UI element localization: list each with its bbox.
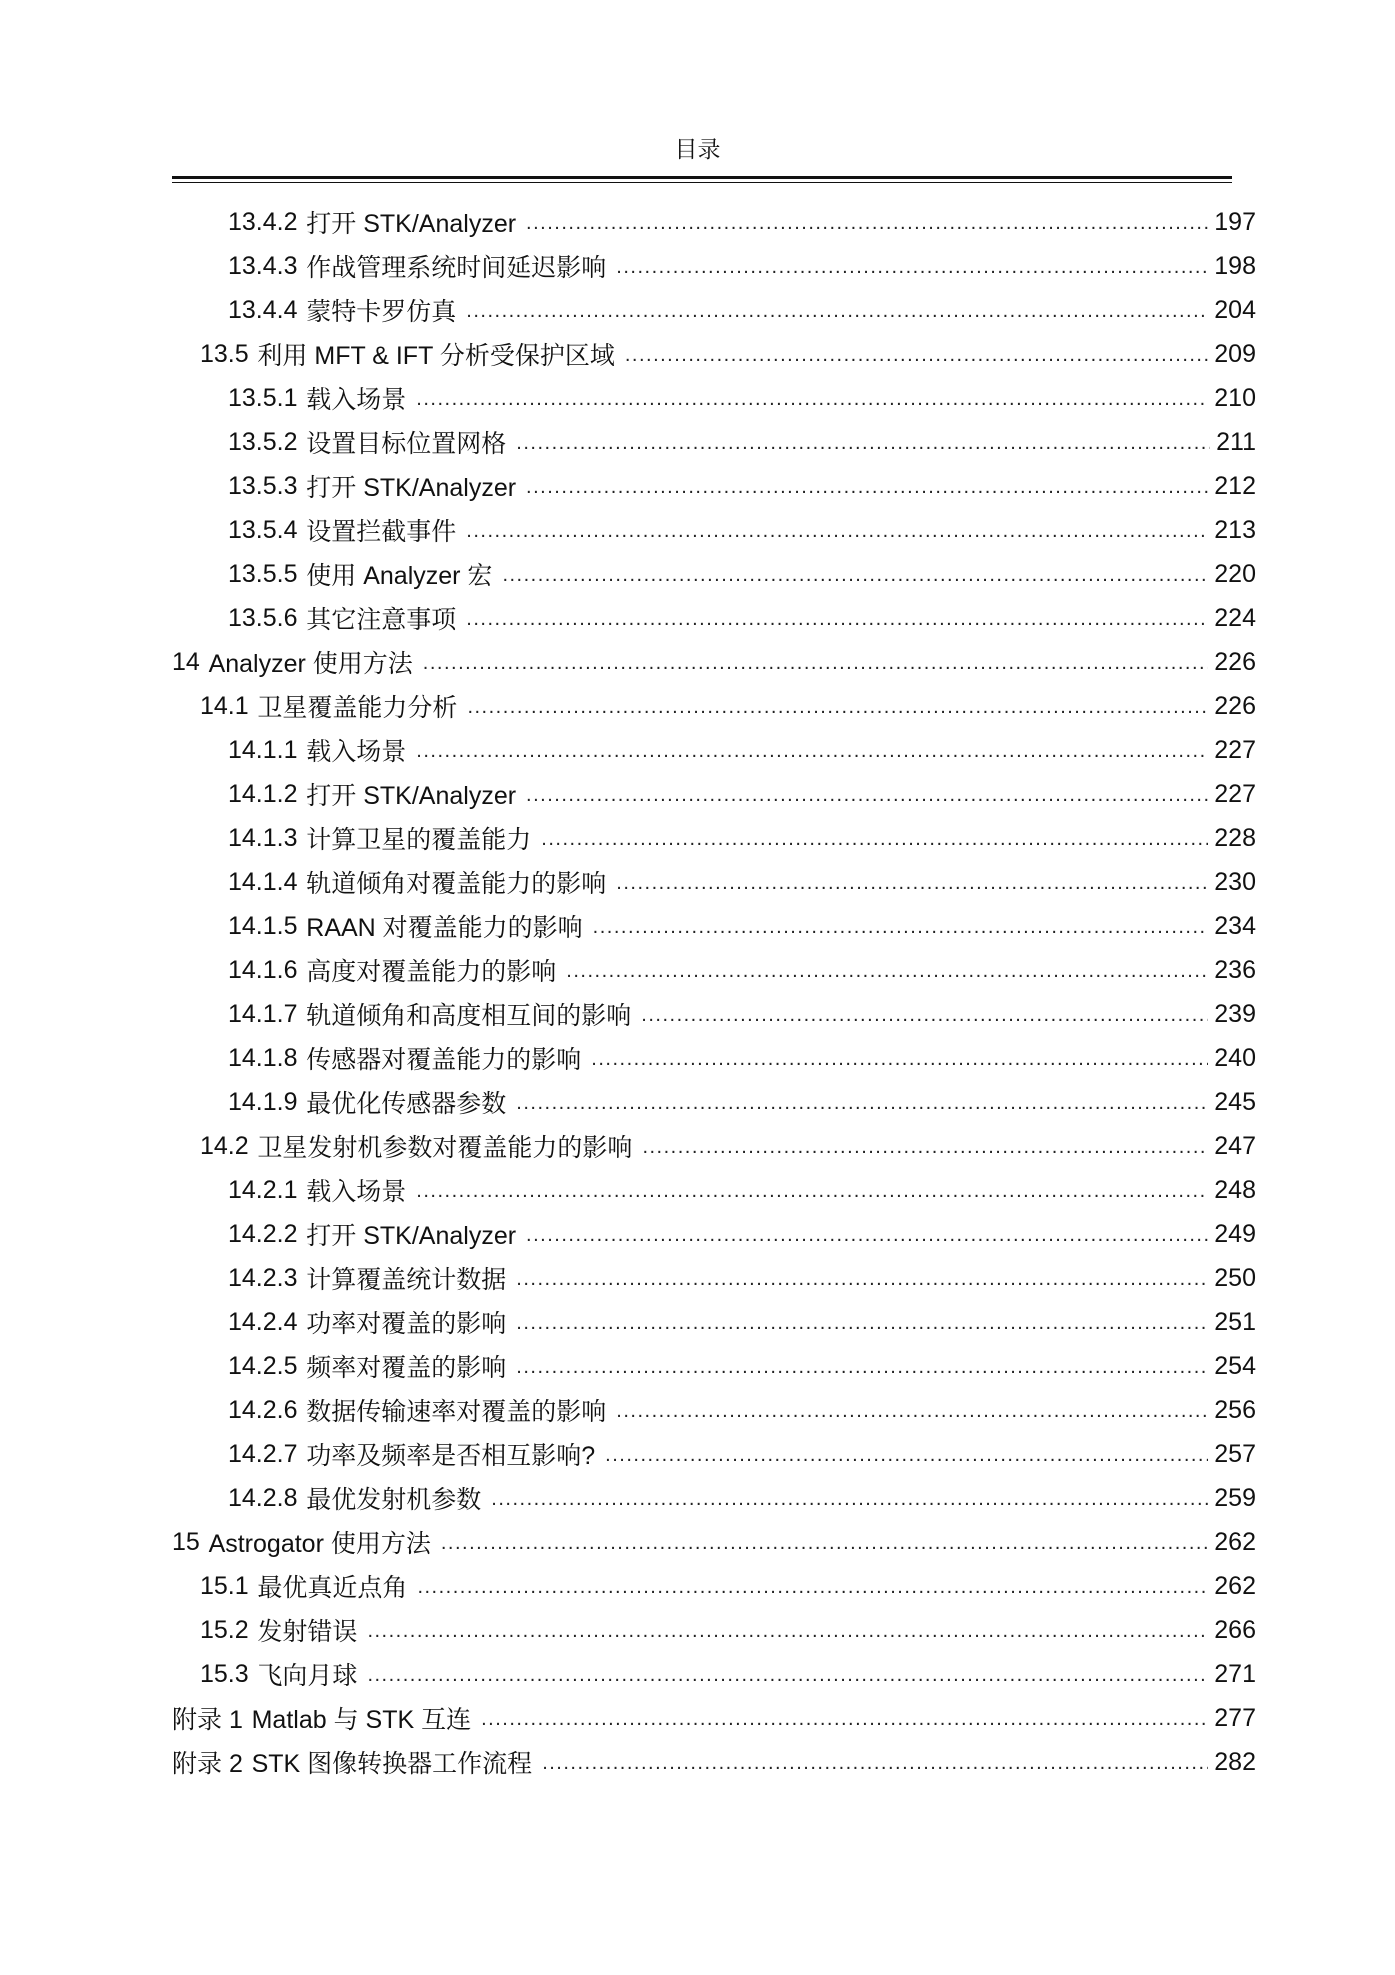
toc-entry-title: 使用 Analyzer 宏	[306, 562, 493, 590]
toc-entry-page-number: 227	[1214, 735, 1256, 764]
toc-entry-number: 13.5.1	[228, 383, 298, 412]
toc-entry-number: 14.2.2	[228, 1219, 298, 1248]
toc-entry[interactable]	[228, 1388, 1256, 1432]
toc-dot-leader	[416, 728, 1208, 772]
toc-dot-leader	[416, 1168, 1208, 1212]
toc-entry-number: 附录 2	[172, 1750, 243, 1778]
toc-entry-page-number: 236	[1214, 955, 1256, 984]
toc-entry-page-number: 227	[1214, 779, 1256, 808]
toc-entry[interactable]	[228, 948, 1256, 992]
toc-entry[interactable]	[228, 1300, 1256, 1344]
toc-entry-title: 功率及频率是否相互影响?	[306, 1442, 596, 1470]
toc-dot-leader	[616, 244, 1208, 288]
toc-entry-title: Analyzer 使用方法	[208, 650, 413, 678]
toc-entry-title: 载入场景	[306, 1178, 407, 1206]
toc-dot-leader	[502, 552, 1208, 596]
toc-dot-leader	[566, 948, 1208, 992]
toc-entry-title: 设置目标位置网格	[306, 430, 507, 458]
toc-entry[interactable]	[172, 1740, 1256, 1784]
toc-entry[interactable]	[228, 1256, 1256, 1300]
toc-dot-leader	[423, 640, 1209, 684]
toc-entry-number: 14.2.5	[228, 1351, 298, 1380]
toc-entry-page-number: 248	[1214, 1175, 1256, 1204]
toc-entry-number: 14.2.1	[228, 1175, 298, 1204]
toc-entry-number: 13.4.2	[228, 207, 298, 236]
toc-entry-number: 14.2	[200, 1131, 249, 1160]
toc-entry-title: 计算覆盖统计数据	[306, 1266, 507, 1294]
toc-dot-leader	[367, 1652, 1208, 1696]
toc-dot-leader	[466, 596, 1208, 640]
toc-entry-number: 13.5.5	[228, 559, 298, 588]
toc-entry-page-number: 247	[1214, 1131, 1256, 1160]
toc-entry-title: 轨道倾角和高度相互间的影响	[306, 1002, 632, 1030]
toc-entry-title: 设置拦截事件	[306, 518, 457, 546]
toc-entry-number: 14.1.7	[228, 999, 298, 1028]
toc-entry-title: 打开 STK/Analyzer	[306, 782, 517, 810]
toc-entry[interactable]	[228, 288, 1256, 332]
toc-entry[interactable]	[228, 1344, 1256, 1388]
toc-entry-page-number: 226	[1214, 691, 1256, 720]
toc-entry-page-number: 256	[1214, 1395, 1256, 1424]
toc-entry-number: 13.5.3	[228, 471, 298, 500]
toc-entry-page-number: 212	[1214, 471, 1256, 500]
toc-entry[interactable]	[228, 1036, 1256, 1080]
toc-entry-title: Matlab 与 STK 互连	[251, 1706, 472, 1734]
toc-dot-leader	[491, 1476, 1208, 1520]
toc-entry-number: 14.2.3	[228, 1263, 298, 1292]
toc-entry[interactable]	[228, 1212, 1256, 1256]
toc-entry-title: Astrogator 使用方法	[208, 1530, 431, 1558]
toc-entry[interactable]	[200, 684, 1256, 728]
toc-entry-title: RAAN 对覆盖能力的影响	[306, 914, 583, 942]
toc-entry-title: 卫星覆盖能力分析	[257, 694, 458, 722]
toc-entry-page-number: 224	[1214, 603, 1256, 632]
toc-entry-page-number: 254	[1214, 1351, 1256, 1380]
toc-dot-leader	[416, 376, 1208, 420]
toc-entry-number: 14.2.8	[228, 1483, 298, 1512]
toc-dot-leader	[466, 508, 1208, 552]
toc-dot-leader	[516, 1344, 1208, 1388]
toc-dot-leader	[466, 288, 1208, 332]
toc-entry[interactable]	[172, 640, 1256, 684]
toc-entry[interactable]	[228, 552, 1256, 596]
toc-entry[interactable]	[228, 1080, 1256, 1124]
toc-entry-number: 14	[172, 647, 200, 676]
toc-entry-number: 14.1	[200, 691, 249, 720]
toc-entry-page-number: 277	[1214, 1703, 1256, 1732]
toc-entry-number: 15.1	[200, 1571, 249, 1600]
toc-entry-page-number: 213	[1214, 515, 1256, 544]
toc-dot-leader	[625, 332, 1208, 376]
toc-entry-number: 14.1.1	[228, 735, 298, 764]
toc-entry-title: 载入场景	[306, 738, 407, 766]
toc-entry-page-number: 251	[1214, 1307, 1256, 1336]
toc-entry[interactable]	[172, 1520, 1256, 1564]
toc-entry-page-number: 209	[1214, 339, 1256, 368]
toc-entry-title: 最优真近点角	[257, 1574, 408, 1602]
page-header-title: 目录	[674, 136, 721, 162]
toc-entry-title: 功率对覆盖的影响	[306, 1310, 507, 1338]
toc-entry-page-number: 204	[1214, 295, 1256, 324]
toc-entry-number: 14.2.7	[228, 1439, 298, 1468]
toc-entry-number: 14.2.4	[228, 1307, 298, 1336]
toc-entry-page-number: 220	[1214, 559, 1256, 588]
toc-entry-title: 最优发射机参数	[306, 1486, 482, 1514]
toc-entry[interactable]	[228, 420, 1256, 464]
toc-dot-leader	[526, 464, 1208, 508]
toc-entry[interactable]	[228, 596, 1256, 640]
toc-entry[interactable]	[200, 1652, 1256, 1696]
toc-dot-leader	[516, 1300, 1208, 1344]
toc-entry-title: 轨道倾角对覆盖能力的影响	[306, 870, 607, 898]
toc-entry[interactable]	[228, 200, 1256, 244]
toc-entry-page-number: 249	[1214, 1219, 1256, 1248]
toc-entry-title: STK 图像转换器工作流程	[251, 1750, 533, 1778]
toc-entry-page-number: 211	[1216, 427, 1256, 456]
toc-entry[interactable]	[200, 332, 1256, 376]
toc-entry-number: 14.1.3	[228, 823, 298, 852]
toc-entry-title: 频率对覆盖的影响	[306, 1354, 507, 1382]
toc-entry-title: 卫星发射机参数对覆盖能力的影响	[257, 1134, 633, 1162]
toc-entry-page-number: 282	[1214, 1747, 1256, 1776]
toc-entry-title: 利用 MFT & IFT 分析受保护区域	[257, 342, 615, 370]
toc-dot-leader	[526, 200, 1208, 244]
toc-dot-leader	[526, 1212, 1208, 1256]
toc-entry-title: 高度对覆盖能力的影响	[306, 958, 557, 986]
toc-entry-number: 14.1.2	[228, 779, 298, 808]
toc-entry[interactable]	[172, 1696, 1256, 1740]
toc-dot-leader	[593, 904, 1209, 948]
toc-entry-number: 15.2	[200, 1615, 249, 1644]
toc-entry[interactable]	[228, 1432, 1256, 1476]
toc-entry-page-number: 239	[1214, 999, 1256, 1028]
toc-entry[interactable]	[228, 860, 1256, 904]
toc-entry-number: 13.4.4	[228, 295, 298, 324]
toc-entry-page-number: 262	[1214, 1527, 1256, 1556]
toc-entry-number: 14.2.6	[228, 1395, 298, 1424]
toc-entry-number: 13.5.2	[228, 427, 298, 456]
toc-entry-number: 13.5.4	[228, 515, 298, 544]
toc-entry-page-number: 240	[1214, 1043, 1256, 1072]
toc-entry-page-number: 210	[1214, 383, 1256, 412]
toc-entry-page-number: 197	[1214, 207, 1256, 236]
toc-entry-title: 打开 STK/Analyzer	[306, 210, 517, 238]
toc-entry-number: 14.1.5	[228, 911, 298, 940]
toc-entry-title: 数据传输速率对覆盖的影响	[306, 1398, 607, 1426]
toc-entry-title: 计算卫星的覆盖能力	[306, 826, 532, 854]
toc-entry-title: 打开 STK/Analyzer	[306, 474, 517, 502]
toc-entry-page-number: 257	[1214, 1439, 1256, 1468]
toc-dot-leader	[441, 1520, 1208, 1564]
toc-entry-page-number: 230	[1214, 867, 1256, 896]
toc-dot-leader	[481, 1696, 1208, 1740]
toc-dot-leader	[605, 1432, 1208, 1476]
toc-dot-leader	[417, 1564, 1208, 1608]
toc-entry-title: 发射错误	[257, 1618, 358, 1646]
toc-entry-number: 14.1.9	[228, 1087, 298, 1116]
toc-entry-title: 蒙特卡罗仿真	[306, 298, 457, 326]
toc-entry-number: 14.1.6	[228, 955, 298, 984]
toc-entry[interactable]	[200, 1124, 1256, 1168]
toc-entry-page-number: 245	[1214, 1087, 1256, 1116]
toc-entry-number: 15.3	[200, 1659, 249, 1688]
toc-dot-leader	[591, 1036, 1208, 1080]
toc-entry-title: 作战管理系统时间延迟影响	[306, 254, 607, 282]
toc-entry-title: 其它注意事项	[306, 606, 457, 634]
toc-dot-leader	[641, 992, 1208, 1036]
toc-entry[interactable]	[228, 904, 1256, 948]
toc-entry-page-number: 250	[1214, 1263, 1256, 1292]
toc-entry-page-number: 259	[1214, 1483, 1256, 1512]
toc-entry-page-number: 234	[1214, 911, 1256, 940]
toc-entry-number: 14.1.4	[228, 867, 298, 896]
toc-entry-number: 13.5	[200, 339, 249, 368]
toc-dot-leader	[467, 684, 1208, 728]
toc-entry-page-number: 198	[1214, 251, 1256, 280]
toc-entry-number: 13.5.6	[228, 603, 298, 632]
toc-entry[interactable]	[228, 992, 1256, 1036]
toc-dot-leader	[516, 420, 1210, 464]
toc-entry[interactable]	[228, 244, 1256, 288]
toc-dot-leader	[367, 1608, 1208, 1652]
toc-entry-number: 13.4.3	[228, 251, 298, 280]
toc-entry-title: 载入场景	[306, 386, 407, 414]
toc-entry-title: 传感器对覆盖能力的影响	[306, 1046, 582, 1074]
toc-entry[interactable]	[228, 508, 1256, 552]
toc-dot-leader	[526, 772, 1208, 816]
toc-dot-leader	[616, 860, 1208, 904]
toc-entry[interactable]	[228, 728, 1256, 772]
toc-entry[interactable]	[228, 376, 1256, 420]
toc-entry-page-number: 262	[1214, 1571, 1256, 1600]
toc-entry-number: 15	[172, 1527, 200, 1556]
toc-entry-title: 最优化传感器参数	[306, 1090, 507, 1118]
toc-dot-leader	[542, 1740, 1208, 1784]
toc-entry[interactable]	[200, 1608, 1256, 1652]
toc-entry-page-number: 228	[1214, 823, 1256, 852]
toc-dot-leader	[541, 816, 1208, 860]
toc-entry-title: 飞向月球	[257, 1662, 358, 1690]
toc-entry[interactable]	[228, 1168, 1256, 1212]
toc-entry-title: 打开 STK/Analyzer	[306, 1222, 517, 1250]
toc-dot-leader	[516, 1256, 1208, 1300]
header-divider	[172, 176, 1232, 179]
toc-dot-leader	[616, 1388, 1208, 1432]
toc-entry[interactable]	[228, 464, 1256, 508]
toc-entry-page-number: 271	[1214, 1659, 1256, 1688]
toc-entry-number: 14.1.8	[228, 1043, 298, 1072]
toc-entry[interactable]	[228, 772, 1256, 816]
toc-entry-page-number: 226	[1214, 647, 1256, 676]
toc-dot-leader	[516, 1080, 1208, 1124]
toc-entry-page-number: 266	[1214, 1615, 1256, 1644]
toc-entry[interactable]	[200, 1564, 1256, 1608]
toc-entry-number: 附录 1	[172, 1706, 243, 1734]
toc-dot-leader	[642, 1124, 1208, 1168]
toc-entry[interactable]	[228, 816, 1256, 860]
toc-entry[interactable]	[228, 1476, 1256, 1520]
